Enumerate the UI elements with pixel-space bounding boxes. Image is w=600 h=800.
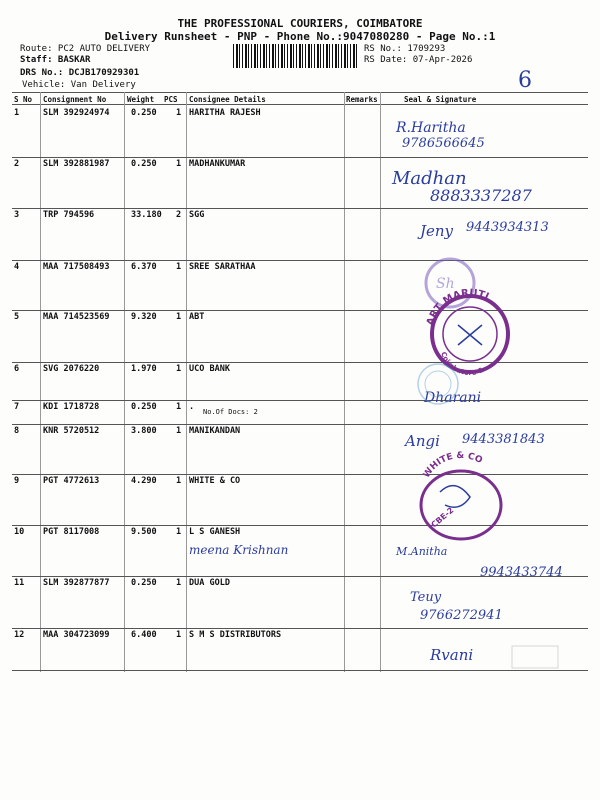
row-weight: 6.370 bbox=[131, 262, 157, 272]
header-pcs: PCS bbox=[164, 95, 178, 104]
row-signature: Rvani bbox=[430, 646, 474, 664]
row-consignment-no: MAA 714523569 bbox=[43, 312, 110, 322]
page-mark: 6 bbox=[518, 68, 532, 93]
header-sno: S No bbox=[14, 95, 33, 104]
art-maruti-text: ART MARUTI bbox=[425, 287, 491, 327]
row-consignee: ABT bbox=[189, 312, 205, 322]
row-consignee: HARITHA RAJESH bbox=[189, 108, 261, 118]
art-maruti-city: Coimbatore-1 bbox=[439, 350, 485, 378]
row-weight: 4.290 bbox=[131, 476, 157, 486]
row-consignment-no: MAA 304723099 bbox=[43, 630, 110, 640]
header-remarks: Remarks bbox=[346, 95, 378, 104]
row-weight: 6.400 bbox=[131, 630, 157, 640]
row-consignment-no: PGT 4772613 bbox=[43, 476, 100, 486]
row-weight: 9.500 bbox=[131, 527, 157, 537]
row-sno: 2 bbox=[14, 159, 20, 169]
row-signature: Angi bbox=[405, 432, 440, 450]
svg-text:Sh: Sh bbox=[436, 276, 455, 292]
row-signature-phone: 9786566645 bbox=[402, 136, 485, 151]
row-consignee: . bbox=[189, 402, 195, 412]
row-signature: M.Anitha bbox=[396, 545, 448, 558]
row-sno: 6 bbox=[14, 364, 20, 374]
row-pcs: 1 bbox=[176, 426, 182, 436]
row-consignment-no: SVG 2076220 bbox=[43, 364, 100, 374]
staff-label: Staff: BASKAR bbox=[20, 55, 91, 65]
row-weight: 9.320 bbox=[131, 312, 157, 322]
row-signature-phone: 8883337287 bbox=[430, 186, 532, 205]
row-signature-phone: 9943433744 bbox=[480, 565, 563, 580]
row-pcs: 1 bbox=[176, 578, 182, 588]
row-pcs: 2 bbox=[176, 210, 182, 220]
rs-date: RS Date: 07-Apr-2026 bbox=[364, 55, 473, 65]
row-handwritten-note: meena Krishnan bbox=[189, 543, 289, 557]
row-sno: 9 bbox=[14, 476, 20, 486]
row-signature-phone: 9443934313 bbox=[466, 220, 549, 235]
row-consignment-no: KNR 5720512 bbox=[43, 426, 100, 436]
uco-bank-stamp bbox=[418, 364, 458, 404]
row-consignment-no: SLM 392881987 bbox=[43, 159, 110, 169]
row-pcs: 1 bbox=[176, 476, 182, 486]
header-weight: Weight bbox=[127, 95, 155, 104]
row-consignee: L S GANESH bbox=[189, 527, 241, 537]
row-weight: 33.180 bbox=[131, 210, 162, 220]
row-sno: 1 bbox=[14, 108, 20, 118]
row-sno: 4 bbox=[14, 262, 20, 272]
row-consignee: SREE SARATHAA bbox=[189, 262, 256, 272]
row-pcs: 1 bbox=[176, 108, 182, 118]
row-pcs: 1 bbox=[176, 159, 182, 169]
sms-distributors-stamp bbox=[512, 646, 558, 668]
row-consignment-no: PGT 8117008 bbox=[43, 527, 100, 537]
row-consignee: UCO BANK bbox=[189, 364, 230, 374]
row-signature: Jeny bbox=[420, 222, 454, 240]
row-pcs: 1 bbox=[176, 364, 182, 374]
row-consignee: WHITE & CO bbox=[189, 476, 241, 486]
row-pcs: 1 bbox=[176, 527, 182, 537]
row-consignment-no: MAA 717508493 bbox=[43, 262, 110, 272]
row-signature: Madhan bbox=[392, 168, 467, 189]
row-signature-phone: 9443381843 bbox=[462, 432, 545, 447]
row-pcs: 1 bbox=[176, 402, 182, 412]
row-consignee: MADHANKUMAR bbox=[189, 159, 246, 169]
drs-number: DRS No.: DCJB170929301 bbox=[20, 68, 140, 78]
row-sno: 8 bbox=[14, 426, 20, 436]
white-co-stamp bbox=[421, 451, 501, 539]
row-consignment-no: SLM 392924974 bbox=[43, 108, 110, 118]
row-signature-phone: 9766272941 bbox=[420, 608, 503, 623]
row-consignment-no: TRP 794596 bbox=[43, 210, 95, 220]
row-sno: 5 bbox=[14, 312, 20, 322]
row-pcs: 1 bbox=[176, 630, 182, 640]
vehicle-label: Vehicle: Van Delivery bbox=[22, 80, 136, 90]
row-signature: R.Haritha bbox=[396, 120, 466, 136]
row-signature: Dharani bbox=[424, 390, 482, 406]
header-consignment: Consignment No bbox=[43, 95, 107, 104]
row-sno: 11 bbox=[14, 578, 25, 588]
svg-text:WHITE & CO bbox=[422, 451, 484, 480]
row-weight: 0.250 bbox=[131, 402, 157, 412]
row-consignee: MANIKANDAN bbox=[189, 426, 241, 436]
route-label: Route: PC2 AUTO DELIVERY bbox=[20, 44, 151, 54]
white-co-text: WHITE & CO bbox=[421, 450, 484, 480]
row-signature: Teuy bbox=[410, 590, 442, 605]
header-consignee: Consignee Details bbox=[189, 95, 266, 104]
runsheet-subtitle: Delivery Runsheet - PNP - Phone No.:9047080280 - Page No.:1 bbox=[104, 30, 496, 43]
row-sno: 3 bbox=[14, 210, 20, 220]
company-name: THE PROFESSIONAL COURIERS, COIMBATORE bbox=[177, 17, 423, 30]
row-consignee: SGG bbox=[189, 210, 205, 220]
row-weight: 0.250 bbox=[131, 578, 157, 588]
row-sno: 10 bbox=[14, 527, 25, 537]
row-consignee: DUA GOLD bbox=[189, 578, 230, 588]
row-weight: 3.800 bbox=[131, 426, 157, 436]
white-co-city: CBE-2 bbox=[429, 505, 456, 530]
row-docs-note: No.Of Docs: 2 bbox=[203, 408, 258, 416]
row-consignment-no: SLM 392877877 bbox=[43, 578, 110, 588]
row-pcs: 1 bbox=[176, 312, 182, 322]
svg-text:ART MARUTI bbox=[425, 288, 490, 327]
row-weight: 1.970 bbox=[131, 364, 157, 374]
row-consignee: S M S DISTRIBUTORS bbox=[189, 630, 282, 640]
row-weight: 0.250 bbox=[131, 159, 157, 169]
row-weight: 0.250 bbox=[131, 108, 157, 118]
row-sno: 12 bbox=[14, 630, 25, 640]
rs-number: RS No.: 1709293 bbox=[364, 44, 446, 54]
header-seal-signature: Seal & Signature bbox=[404, 95, 477, 104]
row-pcs: 1 bbox=[176, 262, 182, 272]
row-consignment-no: KDI 1718728 bbox=[43, 402, 100, 412]
row-sno: 7 bbox=[14, 402, 20, 412]
